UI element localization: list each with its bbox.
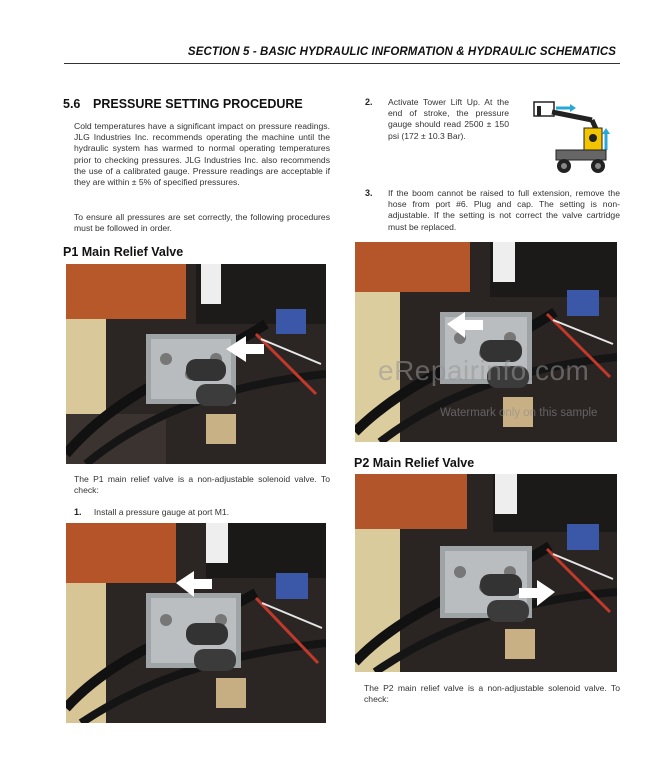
section-number: 5.6 (63, 97, 81, 111)
section-title: PRESSURE SETTING PROCEDURE (93, 97, 303, 111)
step-2-number-text: 2. (365, 97, 373, 107)
step-1-number: 1. (74, 507, 82, 517)
order-paragraph: To ensure all pressures are set correctly, the following procedures must be followed in order. (74, 212, 330, 234)
p1-description: The P1 main relief valve is a non-adjustable solenoid valve. To check: (74, 474, 330, 496)
valve-photo-1 (66, 264, 326, 464)
section-heading (63, 97, 303, 111)
step-3-number (365, 188, 385, 199)
boom-lift-illustration (514, 98, 614, 176)
watermark-note: Watermark only on this sample (440, 407, 598, 419)
p1-heading: P1 Main Relief Valve (63, 245, 184, 259)
step-3-text: If the boom cannot be raised to full extension, remove the hose from port #6. Plug and cap. The setting is non-adjustable. If the setting is not correct the valve cartridge must be replaced. (388, 188, 620, 232)
watermark-site: eRepairinfo.com (378, 355, 590, 386)
valve-photo-2 (66, 523, 326, 723)
step-3-number-text: 3. (365, 188, 373, 198)
header-rule (64, 63, 620, 64)
valve-photo-4 (355, 474, 617, 672)
step-1-text: Install a pressure gauge at port M1. (93, 507, 230, 517)
p2-description: The P2 main relief valve is a non-adjustable solenoid valve. To check: (364, 683, 620, 705)
step-1 (74, 507, 330, 518)
intro-paragraph: Cold temperatures have a significant impact on pressure readings. JLG Industries Inc. recommends operating the machine until the hydraulic system has warmed to normal operating temperatures prior to checking pressures. JLG Industries Inc. also recommends the use of a calibrated gauge. Pressure readings are acceptable if they are within ± 5% of specified pressures. (74, 121, 330, 188)
section-header: SECTION 5 - BASIC HYDRAULIC INFORMATION & HYDRAULIC SCHEMATICS (187, 46, 616, 58)
step-2-text: Activate Tower Lift Up. At the end of stroke, the pressure gauge should read 2500 ± 150 psi (172 ± 10.3 Bar). (388, 97, 509, 141)
p2-heading: P2 Main Relief Valve (354, 456, 475, 470)
step-2-number (365, 97, 385, 108)
